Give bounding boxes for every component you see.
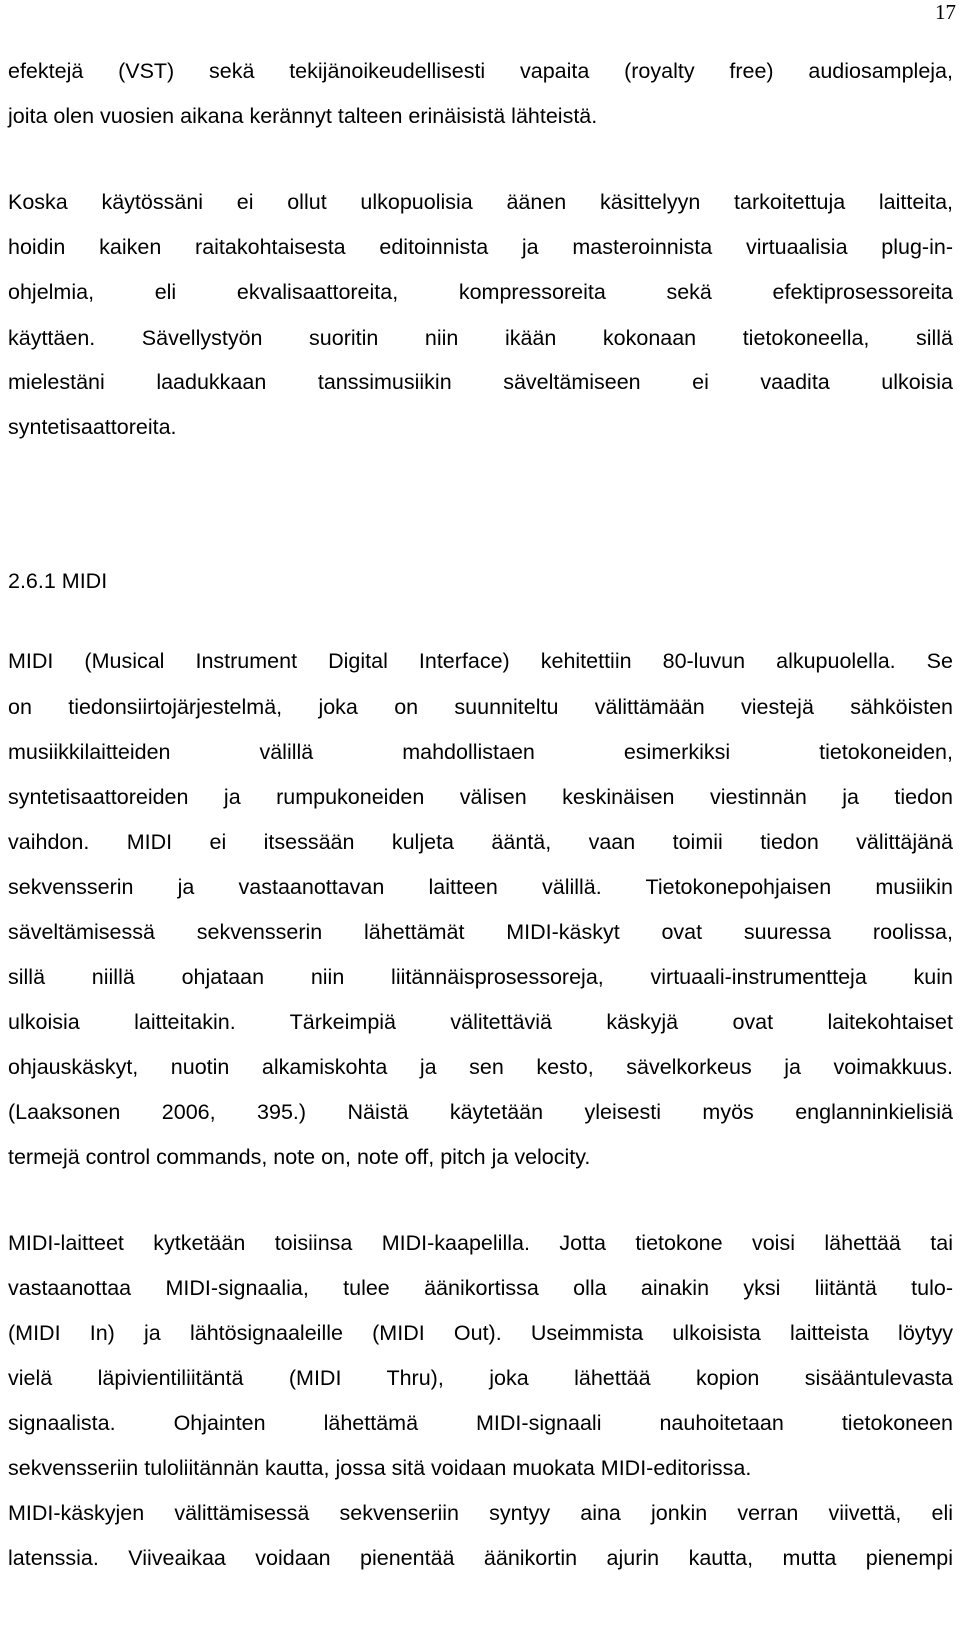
text-line: MIDI-laitteet kytketään toisiinsa MIDI-kaapelilla. Jotta tietokone voisi lähettää tai	[8, 1231, 953, 1255]
text-line: ohjelmia, eli ekvalisaattoreita, kompressoreita sekä efektiprosessoreita	[8, 280, 953, 304]
text-line: Koska käytössäni ei ollut ulkopuolisia äänen käsittelyyn tarkoitettuja laitteita,	[8, 190, 953, 214]
text-line: ulkoisia laitteitakin. Tärkeimpiä välitettäviä käskyjä ovat laitekohtaiset	[8, 1010, 953, 1034]
text-line: vastaanottaa MIDI-signaalia, tulee äänikortissa olla ainakin yksi liitäntä tulo-	[8, 1276, 953, 1300]
text-line: mielestäni laadukkaan tanssimusiikin säveltämiseen ei vaadita ulkoisia	[8, 370, 953, 394]
text-line: ohjauskäskyt, nuotin alkamiskohta ja sen kesto, sävelkorkeus ja voimakkuus.	[8, 1055, 953, 1079]
text-line: sekvensserin ja vastaanottavan laitteen välillä. Tietokonepohjaisen musiikin	[8, 875, 953, 899]
text-line: MIDI (Musical Instrument Digital Interface) kehitettiin 80-luvun alkupuolella. Se	[8, 649, 953, 673]
text-line: (MIDI In) ja lähtösignaaleille (MIDI Out). Useimmista ulkoisista laitteista löytyy	[8, 1321, 953, 1345]
text-line: vielä läpivientiliitäntä (MIDI Thru), joka lähettää kopion sisääntulevasta	[8, 1366, 953, 1390]
text-line: (Laaksonen 2006, 395.) Näistä käytetään yleisesti myös englanninkielisiä	[8, 1100, 953, 1124]
section-heading: 2.6.1 MIDI	[8, 569, 108, 593]
text-line: musiikkilaitteiden välillä mahdollistaen esimerkiksi tietokoneiden,	[8, 740, 953, 764]
text-line: efektejä (VST) sekä tekijänoikeudellisesti vapaita (royalty free) audiosampleja,	[8, 59, 953, 83]
text-line: sillä niillä ohjataan niin liitännäisprosessoreja, virtuaali-instrumentteja kuin	[8, 965, 953, 989]
text-line: syntetisaattoreiden ja rumpukoneiden välisen keskinäisen viestinnän ja tiedon	[8, 785, 953, 809]
text-line: vaihdon. MIDI ei itsessään kuljeta ääntä, vaan toimii tiedon välittäjänä	[8, 830, 953, 854]
text-line: säveltämisessä sekvensserin lähettämät MIDI-käskyt ovat suuressa roolissa,	[8, 920, 953, 944]
text-line: sekvensseriin tuloliitännän kautta, jossa sitä voidaan muokata MIDI-editorissa.	[8, 1456, 752, 1480]
text-line: on tiedonsiirtojärjestelmä, joka on suunniteltu välittämään viestejä sähköisten	[8, 695, 953, 719]
text-line: termejä control commands, note on, note off, pitch ja velocity.	[8, 1145, 591, 1169]
text-line: joita olen vuosien aikana kerännyt talteen erinäisistä lähteistä.	[8, 104, 598, 128]
text-line: hoidin kaiken raitakohtaisesta editoinnista ja masteroinnista virtuaalisia plug-in-	[8, 235, 953, 259]
text-line: käyttäen. Sävellystyön suoritin niin ikään kokonaan tietokoneella, sillä	[8, 326, 953, 350]
text-line: latenssia. Viiveaikaa voidaan pienentää äänikortin ajurin kautta, mutta pienempi	[8, 1546, 953, 1570]
text-line: MIDI-käskyjen välittämisessä sekvenseriin syntyy aina jonkin verran viivettä, eli	[8, 1501, 953, 1525]
page-number: 17	[935, 0, 956, 24]
text-line: syntetisaattoreita.	[8, 415, 177, 439]
text-line: signaalista. Ohjainten lähettämä MIDI-signaali nauhoitetaan tietokoneen	[8, 1411, 953, 1435]
